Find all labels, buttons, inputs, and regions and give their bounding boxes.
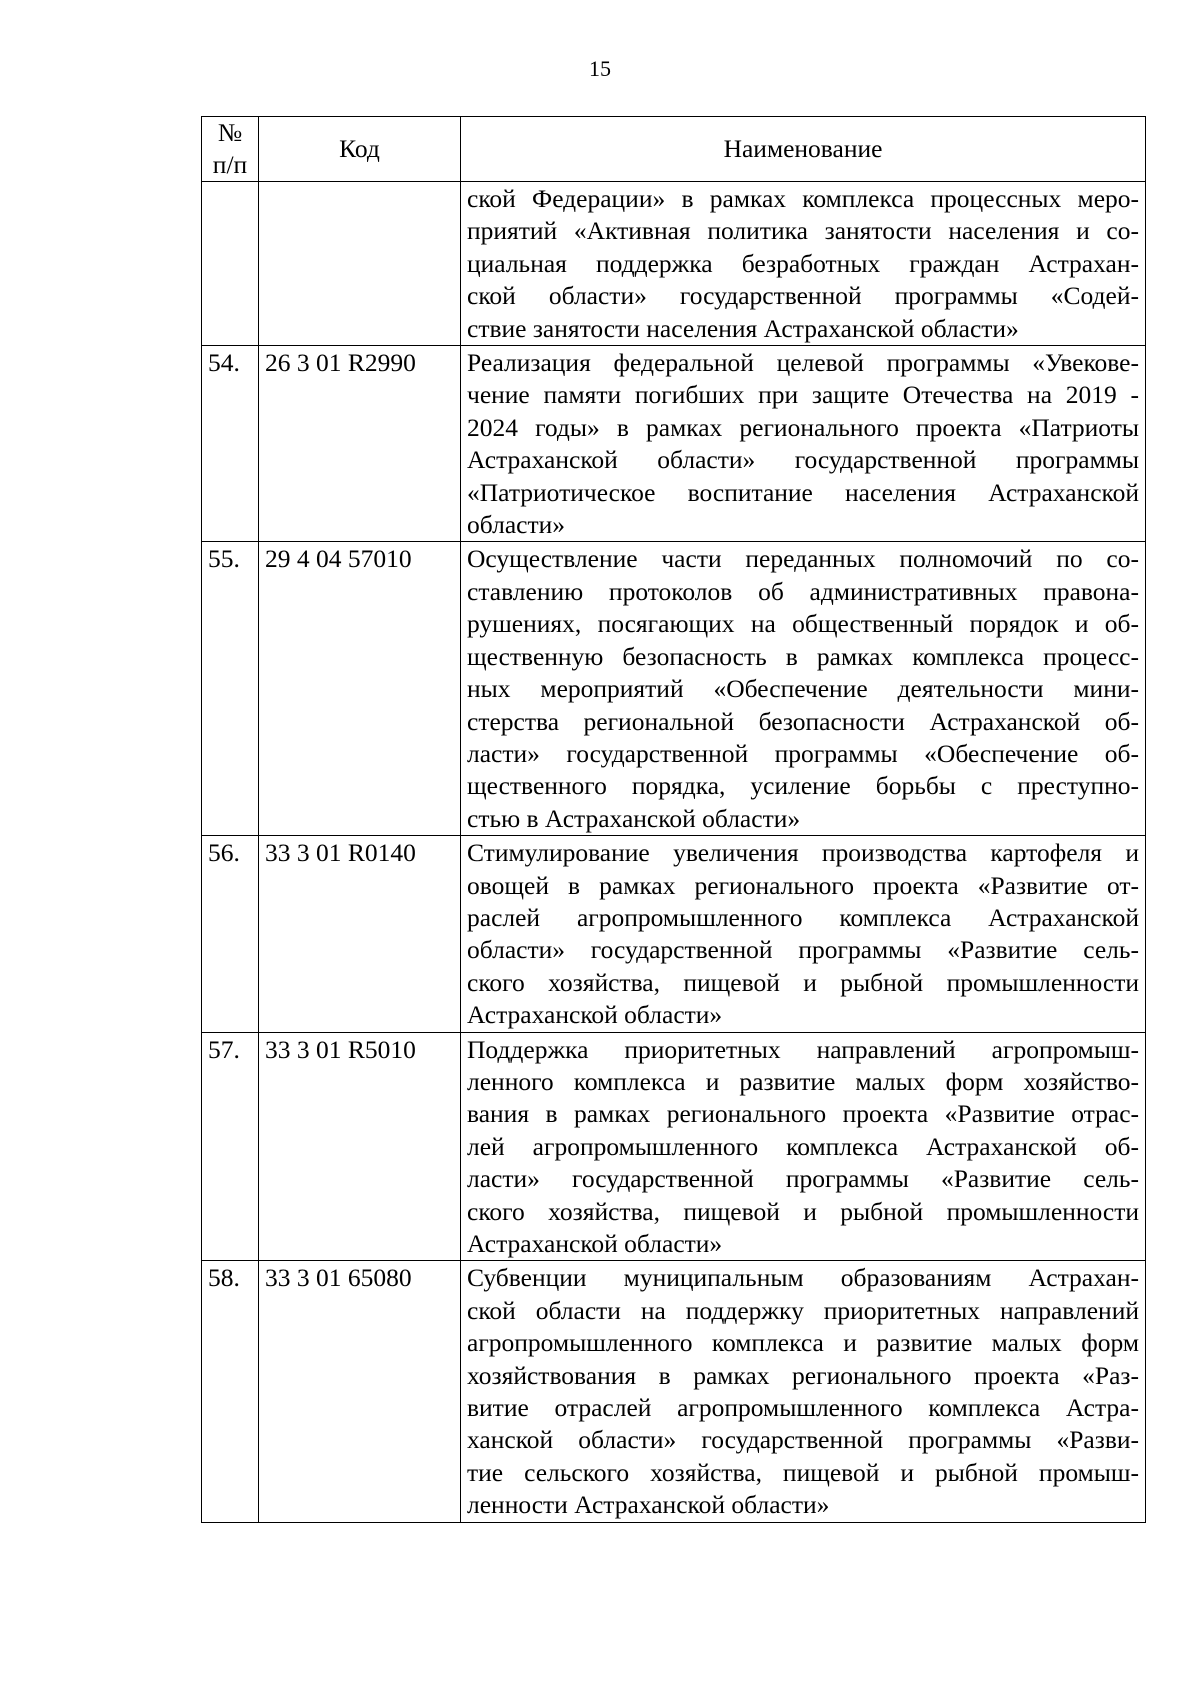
row-name-line: Субвенции муниципальным образованиям Астрахан- [467, 1263, 1139, 1293]
row-name [461, 1032, 1146, 1261]
row-name [461, 346, 1146, 542]
row-name-line: Стимулирование увеличения производства картофеля и [467, 838, 1139, 868]
row-code: 33 3 01 R5010 [259, 1032, 461, 1261]
table-row [202, 1261, 1146, 1522]
row-name-line: ленности Астраханской области» [467, 1490, 830, 1520]
row-name [461, 182, 1146, 346]
header-number-abbr: п/п [212, 150, 248, 179]
row-name-line: тие сельского хозяйства, пищевой и рыбной промыш- [467, 1457, 1139, 1487]
table-row [202, 542, 1146, 836]
row-name-line: 2024 годы» в рамках регионального проекта «Патриоты [467, 412, 1139, 442]
header-number [202, 117, 259, 182]
row-name-line: рушениях, посягающих на общественный порядок и об- [467, 609, 1139, 639]
row-name-line: витие отраслей агропромышленного комплекса Астра- [467, 1393, 1139, 1423]
row-name-line: ных мероприятий «Обеспечение деятельности мини- [467, 674, 1139, 704]
row-name-line: ствие занятости населения Астраханской области» [467, 313, 1019, 343]
row-name-line: агропромышленного комплекса и развитие малых форм [467, 1328, 1139, 1358]
row-code: 33 3 01 R0140 [259, 836, 461, 1032]
row-name-line: «Патриотическое воспитание населения Астраханской [467, 477, 1139, 507]
row-name-line: Осуществление части переданных полномочий по со- [467, 544, 1139, 574]
row-name-line: Астраханской области» [467, 1229, 723, 1258]
row-name-line: чение памяти погибших при защите Отечества на 2019 - [467, 380, 1139, 410]
row-code: 33 3 01 65080 [259, 1261, 461, 1522]
row-name-line: ской Федерации» в рамках комплекса процессных меро- [467, 184, 1139, 213]
row-name-line: области» [467, 510, 565, 540]
row-name-line: ставлению протоколов об административных правона- [467, 576, 1139, 606]
row-name-line: ласти» государственной программы «Обеспечение об- [467, 738, 1139, 768]
row-number: 54. [202, 346, 259, 542]
table-row [202, 346, 1146, 542]
row-name-line: овощей в рамках регионального проекта «Развитие от- [467, 870, 1139, 900]
row-name-line: ханской области» государственной программы «Разви- [467, 1425, 1139, 1455]
row-name-line: вания в рамках регионального проекта «Развитие отрас- [467, 1099, 1139, 1129]
row-name-line: ленного комплекса и развитие малых форм хозяйство- [467, 1066, 1139, 1096]
row-name-line: приятий «Активная политика занятости населения и со- [467, 216, 1139, 246]
row-name-line: щественного порядка, усиление борьбы с преступно- [467, 771, 1139, 801]
table-row [202, 182, 1146, 346]
row-name-line: области» государственной программы «Развитие сель- [467, 935, 1139, 965]
row-name [461, 836, 1146, 1032]
table-row [202, 1032, 1146, 1261]
row-name-line: стерства региональной безопасности Астраханской об- [467, 706, 1139, 736]
row-code: 29 4 04 57010 [259, 542, 461, 836]
row-number: 58. [202, 1261, 259, 1522]
row-name-line: ласти» государственной программы «Развитие сель- [467, 1164, 1139, 1194]
header-name: Наименование [461, 117, 1146, 182]
row-name-line: Реализация федеральной целевой программы «Увекове- [467, 348, 1139, 378]
page-number: 15 [589, 56, 611, 81]
header-code: Код [259, 117, 461, 182]
row-name-line: стью в Астраханской области» [467, 803, 801, 833]
row-name-line: хозяйствования в рамках регионального проекта «Раз- [467, 1360, 1139, 1390]
row-number: 56. [202, 836, 259, 1032]
row-name-line: Астраханской области» государственной программы [467, 445, 1139, 475]
row-name-line: лей агропромышленного комплекса Астраханской об- [467, 1131, 1139, 1161]
table-row [202, 836, 1146, 1032]
header-number-symbol: № [217, 118, 243, 147]
row-code: 26 3 01 R2990 [259, 346, 461, 542]
row-name [461, 542, 1146, 836]
row-name-line: Астраханской области» [467, 1000, 723, 1030]
row-number: 55. [202, 542, 259, 836]
row-code [259, 182, 461, 346]
row-name-line: ского хозяйства, пищевой и рыбной промышленности [467, 967, 1139, 997]
row-number [202, 182, 259, 346]
row-name-line: щественную безопасность в рамках комплекса процесс- [467, 641, 1139, 671]
row-name-line: ского хозяйства, пищевой и рыбной промышленности [467, 1196, 1139, 1226]
row-number: 57. [202, 1032, 259, 1261]
row-name-line: раслей агропромышленного комплекса Астраханской [467, 902, 1139, 932]
row-name-line: циальная поддержка безработных граждан Астрахан- [467, 248, 1139, 278]
row-name-line: Поддержка приоритетных направлений агропромыш- [467, 1034, 1139, 1064]
row-name [461, 1261, 1146, 1522]
row-name-line: ской области на поддержку приоритетных направлений [467, 1295, 1139, 1325]
table-header-row [202, 117, 1146, 182]
row-name-line: ской области» государственной программы «Содей- [467, 281, 1139, 311]
table-body [202, 182, 1146, 1523]
budget-code-table [201, 116, 1146, 1523]
